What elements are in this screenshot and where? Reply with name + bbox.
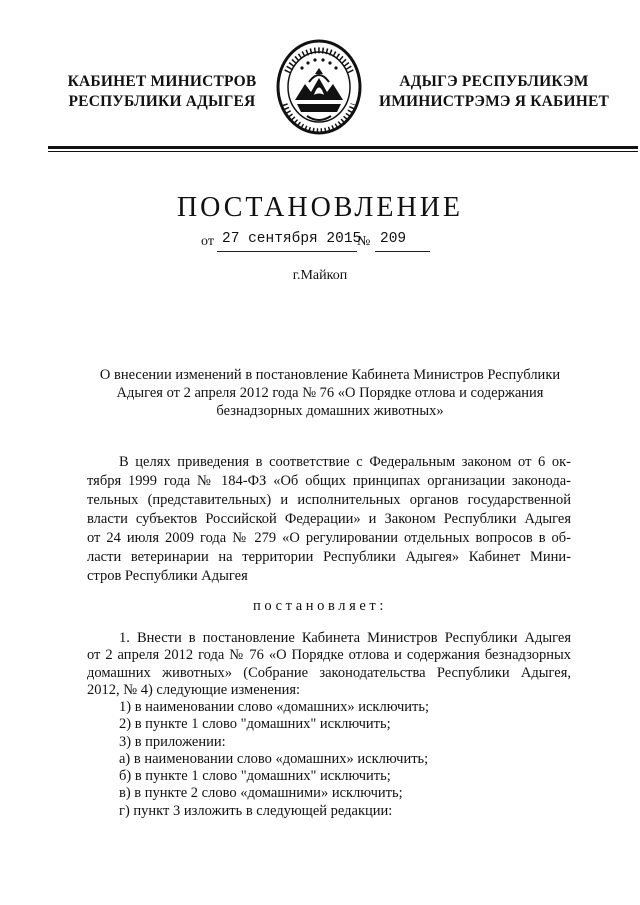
- preamble-line: власти субъектов Российской Федерации» и Законом Республики Адыгея: [87, 511, 571, 527]
- preamble-line: В целях приведения в соответствие с Федеральным законом от 6 ок-: [119, 454, 571, 470]
- subject-line: Адыгея от 2 апреля 2012 года № 76 «О Порядке отлова и содержания: [116, 385, 544, 401]
- list-item: 2) в пункте 1 слово "домашних" исключить;: [119, 716, 391, 733]
- list-item: б) в пункте 1 слово "домашних" исключить;: [119, 768, 391, 785]
- document-subject: [60, 366, 600, 420]
- clause-line: 1. Внести в постановление Кабинета Министров Республики Адыгея: [119, 630, 571, 646]
- issuer-adyghe-line-1: АДЫГЭ РЕСПУБЛИКЭМ: [399, 73, 589, 90]
- issuer-name-adyghe: [373, 72, 615, 112]
- clause-line: домашних животных» (Собрание законодательства Республики Адыгея,: [87, 664, 571, 681]
- subject-line: О внесении изменений в постановление Кабинета Министров Республики: [99, 367, 561, 383]
- issuer-adyghe-line-2: ИМИНИСТРЭМЭ Я КАБИНЕТ: [378, 93, 610, 110]
- date-underline: [217, 251, 357, 252]
- preamble-line: от 24 июля 2009 года № 279 «О регулировании отдельных вопросов в об-: [87, 530, 571, 546]
- decree-word: постановляет:: [253, 598, 387, 614]
- list-item: в) в пункте 2 слово «домашними» исключить;: [119, 785, 403, 802]
- preamble-line: тельных (представительных) и исполнительных органов государственной: [87, 492, 571, 508]
- clause-line: 2012, № 4) следующие изменения:: [87, 681, 301, 698]
- preamble-line: тября 1999 года № 184-ФЗ «Об общих принципах организации законода-: [87, 473, 571, 489]
- subject-line: безнадзорных домашних животных»: [216, 403, 444, 419]
- preamble-line: стров Республики Адыгея: [87, 568, 248, 584]
- date-value: 27 сентября 2015: [222, 231, 362, 247]
- number-value: 209: [380, 231, 407, 247]
- clause-line: от 2 апреля 2012 года № 76 «О Порядке отлова и содержания безнадзорных: [87, 647, 571, 664]
- list-item: а) в наименовании слово «домашних» исключить;: [119, 750, 429, 767]
- header-divider-thin: [48, 151, 638, 152]
- number-underline: [375, 251, 430, 252]
- number-label: №: [357, 234, 371, 249]
- list-item: г) пункт 3 изложить в следующей редакции:: [119, 802, 393, 819]
- preamble-paragraph: [87, 453, 571, 586]
- list-item: 3) в приложении:: [119, 733, 226, 750]
- coat-of-arms-icon: [275, 38, 363, 136]
- clause-1-paragraph: [87, 630, 571, 699]
- list-item: 1) в наименовании слово «домашних» исключить;: [119, 699, 430, 715]
- issuer-name-russian: [62, 72, 262, 112]
- issuer-line-2: РЕСПУБЛИКИ АДЫГЕЯ: [68, 93, 256, 110]
- amendments-list: [119, 699, 579, 820]
- date-label: от: [201, 234, 214, 249]
- city: г.Майкоп: [292, 268, 348, 283]
- preamble-line: ласти ветеринарии на территории Республики Адыгея» Кабинет Мини-: [87, 549, 571, 565]
- document-title: ПОСТАНОВЛЕНИЕ: [176, 192, 464, 223]
- issuer-line-1: КАБИНЕТ МИНИСТРОВ: [67, 73, 257, 90]
- header-divider-thick: [48, 146, 638, 149]
